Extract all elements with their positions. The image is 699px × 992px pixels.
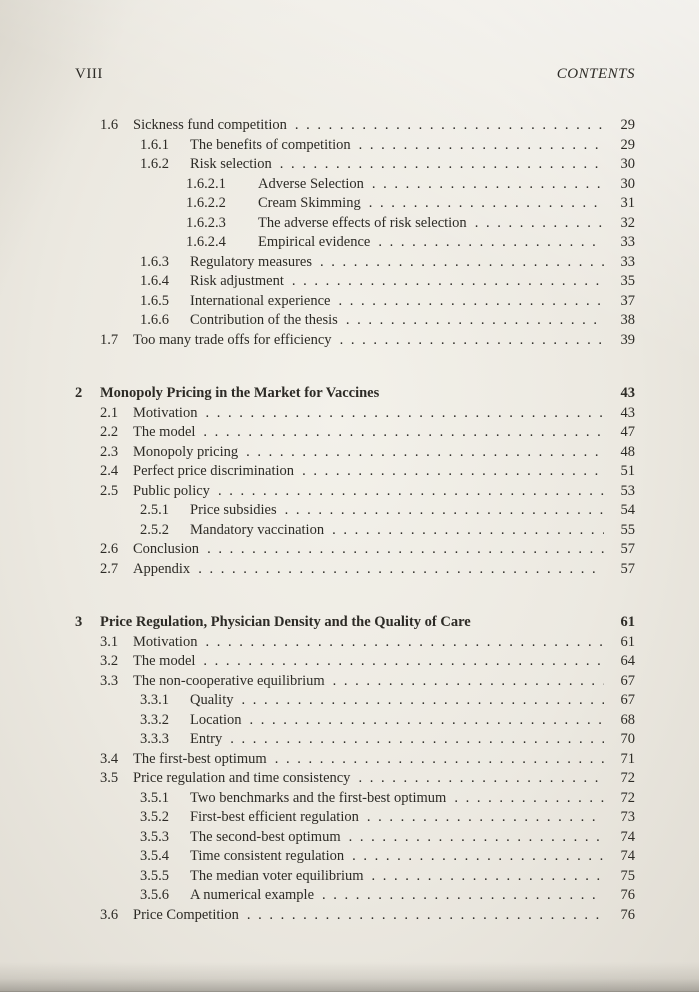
toc-entry-number: 1.6.4	[140, 273, 169, 289]
toc-entry	[75, 906, 635, 926]
toc-entry-title: Adverse Selection	[258, 175, 364, 192]
toc-entry-page: 35	[620, 273, 635, 289]
toc-entry-title: Price regulation and time consistency	[133, 770, 351, 786]
toc-entry-number: 2.4	[100, 463, 119, 479]
toc-entry-number: 1.7	[100, 331, 119, 348]
toc-entry-page: 64	[620, 653, 635, 669]
toc-entry	[75, 175, 635, 195]
toc-entry-page: 33	[620, 253, 635, 270]
toc-entry-number: 1.6.5	[140, 292, 169, 309]
toc-entry-title: Contribution of the thesis	[190, 312, 338, 328]
toc-entry-page: 72	[620, 789, 635, 806]
toc-entry-number: 1.6.2.4	[186, 234, 226, 250]
toc-entry	[75, 194, 635, 214]
toc-entry-title: Quality	[190, 692, 234, 708]
toc-entry	[75, 501, 635, 521]
toc-entry-title: Risk adjustment	[190, 273, 284, 289]
toc-entry-number: 3.3.2	[140, 711, 169, 728]
toc-entry-number: 3.2	[100, 653, 119, 669]
toc-entry-title: Risk selection	[190, 156, 272, 172]
dot-leader	[292, 272, 604, 292]
toc-entry-page: 74	[620, 828, 635, 845]
toc-entry-page: 75	[620, 867, 635, 884]
toc-entry-number: 2.5.2	[140, 521, 169, 538]
toc-entry-title: Location	[190, 711, 242, 728]
toc-entry-title: The model	[133, 653, 196, 669]
dot-leader	[218, 482, 604, 502]
toc-entry-page: 39	[620, 331, 635, 348]
dot-leader	[352, 847, 604, 867]
toc-entry-number: 3.4	[100, 750, 119, 767]
dot-leader	[367, 808, 604, 828]
dot-leader	[205, 404, 604, 424]
toc-entry	[75, 272, 635, 292]
toc-entry-page: 48	[620, 443, 635, 460]
toc-entry	[75, 521, 635, 541]
toc-entry-page: 43	[620, 404, 635, 421]
toc-entry	[75, 540, 635, 560]
dot-leader	[207, 540, 604, 560]
toc-entry	[75, 613, 635, 633]
toc-entry-number: 3.5.6	[140, 887, 169, 903]
dot-leader	[340, 331, 604, 351]
toc-entry-title: Appendix	[133, 560, 191, 577]
toc-entry-number: 2.7	[100, 560, 119, 577]
toc-entry-number: 3.1	[100, 633, 119, 650]
toc-entry-page: 68	[620, 711, 635, 728]
toc-entry-page: 33	[620, 234, 635, 250]
dot-leader	[372, 175, 604, 195]
toc-entry-page: 71	[620, 750, 635, 767]
toc-entry-number: 2.5	[100, 482, 119, 499]
toc-entry-title: Empirical evidence	[258, 234, 371, 250]
toc-entry	[75, 847, 635, 867]
dot-leader	[242, 691, 605, 711]
toc-entry-title: The median voter equilibrium	[190, 867, 364, 884]
toc-entry-title: First-best efficient regulation	[190, 809, 359, 825]
toc-entry-page: 57	[620, 560, 635, 577]
dot-leader	[275, 750, 604, 770]
toc-entry	[75, 691, 635, 711]
toc-entry-title: Perfect price discrimination	[133, 463, 295, 479]
toc-entry	[75, 311, 635, 331]
toc-entry-page: 57	[620, 541, 635, 557]
dot-leader	[475, 214, 604, 234]
toc-entry-title: Time consistent regulation	[190, 848, 345, 864]
toc-entry-title: Public policy	[133, 482, 210, 499]
dot-leader	[203, 423, 604, 443]
toc-entry-number: 1.6	[100, 117, 119, 133]
table-of-contents	[75, 116, 635, 925]
toc-entry-title: Two benchmarks and the first-best optimum	[190, 789, 447, 806]
toc-entry-title: Too many trade offs for efficiency	[133, 331, 332, 348]
toc-entry-page: 37	[620, 292, 635, 309]
toc-entry-number: 1.6.2.2	[186, 195, 226, 211]
toc-entry-title: Price Regulation, Physician Density and the Quality of Care	[100, 614, 471, 630]
toc-entry-number: 3.5.5	[140, 867, 169, 884]
toc-entry	[75, 155, 635, 175]
toc-entry	[75, 423, 635, 443]
toc-entry-title: The non-cooperative equilibrium	[133, 672, 325, 689]
dot-leader	[250, 711, 604, 731]
dot-leader	[320, 253, 604, 273]
toc-entry-number: 3.5.4	[140, 848, 169, 864]
toc-entry-title: The first-best optimum	[133, 750, 267, 767]
toc-entry	[75, 233, 635, 253]
toc-entry	[75, 462, 635, 482]
toc-entry-number: 2.6	[100, 541, 119, 557]
toc-entry-number: 3.6	[100, 906, 119, 923]
dot-leader	[230, 730, 604, 750]
dot-leader	[285, 501, 604, 521]
toc-entry-page: 32	[620, 214, 635, 231]
toc-entry-number: 3.5	[100, 770, 119, 786]
dot-leader	[358, 769, 604, 789]
toc-entry-number: 1.6.3	[140, 253, 169, 270]
toc-entry-page: 74	[620, 848, 635, 864]
toc-entry-title: Sickness fund competition	[133, 117, 287, 133]
toc-entry-title: Monopoly Pricing in the Market for Vaccines	[100, 385, 380, 401]
toc-entry-number: 3.3.3	[140, 731, 169, 747]
toc-entry-number: 2.3	[100, 443, 119, 460]
dot-leader	[246, 443, 604, 463]
dot-leader	[359, 136, 604, 156]
toc-entry	[75, 560, 635, 580]
dot-leader	[205, 633, 604, 653]
toc-entry-number: 3.3.1	[140, 692, 169, 708]
toc-entry-title: Conclusion	[133, 541, 200, 557]
toc-entry	[75, 331, 635, 351]
toc-entry-page: 70	[620, 731, 635, 747]
toc-entry-page: 72	[620, 770, 635, 786]
toc-entry-page: 76	[620, 906, 635, 923]
running-head-contents: CONTENTS	[556, 66, 635, 82]
toc-entry-page: 29	[620, 117, 635, 133]
dot-leader	[339, 292, 605, 312]
page-header	[75, 66, 635, 83]
toc-entry-page: 31	[620, 195, 635, 211]
toc-entry-page: 61	[620, 633, 635, 650]
toc-entry-title: The benefits of competition	[190, 136, 351, 153]
toc-entry-page: 76	[620, 887, 635, 903]
toc-entry-number: 2	[75, 385, 83, 401]
dot-leader	[346, 311, 604, 331]
toc-entry-number: 3.3	[100, 672, 119, 689]
toc-entry-page: 30	[620, 156, 635, 172]
toc-entry-number: 1.6.6	[140, 312, 169, 328]
toc-entry	[75, 116, 635, 136]
toc-entry	[75, 808, 635, 828]
toc-entry-page: 67	[620, 692, 635, 708]
toc-entry	[75, 828, 635, 848]
dot-leader	[372, 867, 604, 887]
toc-entry-page: 54	[620, 502, 635, 518]
toc-entry-number: 2.2	[100, 424, 119, 440]
toc-entry-page: 73	[620, 809, 635, 825]
toc-entry-number: 3.5.3	[140, 828, 169, 845]
toc-entry-page: 30	[620, 175, 635, 192]
toc-entry	[75, 886, 635, 906]
toc-entry-page: 67	[620, 672, 635, 689]
toc-entry-title: International experience	[190, 292, 331, 309]
toc-entry-title: A numerical example	[190, 887, 315, 903]
dot-leader	[349, 828, 604, 848]
toc-entry	[75, 750, 635, 770]
page-number-roman: VIII	[75, 66, 103, 82]
toc-entry	[75, 136, 635, 156]
toc-entry-title: The model	[133, 424, 196, 440]
toc-entry-number: 1.6.2	[140, 156, 169, 172]
toc-entry-page: 61	[620, 614, 635, 630]
toc-entry-title: Cream Skimming	[258, 195, 361, 211]
toc-entry	[75, 633, 635, 653]
dot-leader	[322, 886, 604, 906]
dot-leader	[369, 194, 604, 214]
toc-entry-number: 1.6.2.3	[186, 214, 226, 231]
toc-entry	[75, 769, 635, 789]
toc-entry-page: 47	[620, 424, 635, 440]
dot-leader	[198, 560, 604, 580]
toc-entry	[75, 384, 635, 404]
toc-entry-title: Motivation	[133, 404, 198, 421]
toc-entry	[75, 404, 635, 424]
dot-leader	[247, 906, 604, 926]
dot-leader	[454, 789, 604, 809]
toc-entry	[75, 652, 635, 672]
toc-entry-title: Price Competition	[133, 906, 239, 923]
toc-entry	[75, 292, 635, 312]
toc-entry	[75, 730, 635, 750]
toc-entry-page: 51	[620, 463, 635, 479]
toc-entry-page: 29	[620, 136, 635, 153]
toc-entry	[75, 867, 635, 887]
toc-entry-page: 55	[620, 521, 635, 538]
toc-entry-title: Regulatory measures	[190, 253, 313, 270]
toc-entry-title: Monopoly pricing	[133, 443, 239, 460]
dot-leader	[295, 116, 604, 136]
toc-entry-title: Motivation	[133, 633, 198, 650]
toc-entry	[75, 482, 635, 502]
toc-entry-number: 3.5.1	[140, 789, 169, 806]
toc-entry-number: 3	[75, 614, 83, 630]
toc-entry	[75, 672, 635, 692]
toc-entry	[75, 253, 635, 273]
toc-entry	[75, 711, 635, 731]
toc-entry-number: 3.5.2	[140, 809, 169, 825]
toc-entry-page: 43	[620, 385, 635, 401]
toc-entry-title: The adverse effects of risk selection	[258, 214, 467, 231]
toc-entry-number: 1.6.1	[140, 136, 169, 153]
dot-leader	[280, 155, 604, 175]
dot-leader	[332, 521, 604, 541]
toc-entry-page: 38	[620, 312, 635, 328]
dot-leader	[378, 233, 604, 253]
dot-leader	[203, 652, 604, 672]
dot-leader	[302, 462, 604, 482]
toc-entry-number: 2.5.1	[140, 502, 169, 518]
toc-entry-title: Mandatory vaccination	[190, 521, 325, 538]
toc-entry	[75, 443, 635, 463]
dot-leader	[333, 672, 604, 692]
toc-entry-number: 1.6.2.1	[186, 175, 226, 192]
toc-entry-title: Price subsidies	[190, 502, 277, 518]
toc-entry-title: The second-best optimum	[190, 828, 341, 845]
toc-entry-page: 53	[620, 482, 635, 499]
toc-entry-title: Entry	[190, 731, 223, 747]
toc-entry	[75, 214, 635, 234]
toc-entry	[75, 789, 635, 809]
toc-entry-number: 2.1	[100, 404, 119, 421]
